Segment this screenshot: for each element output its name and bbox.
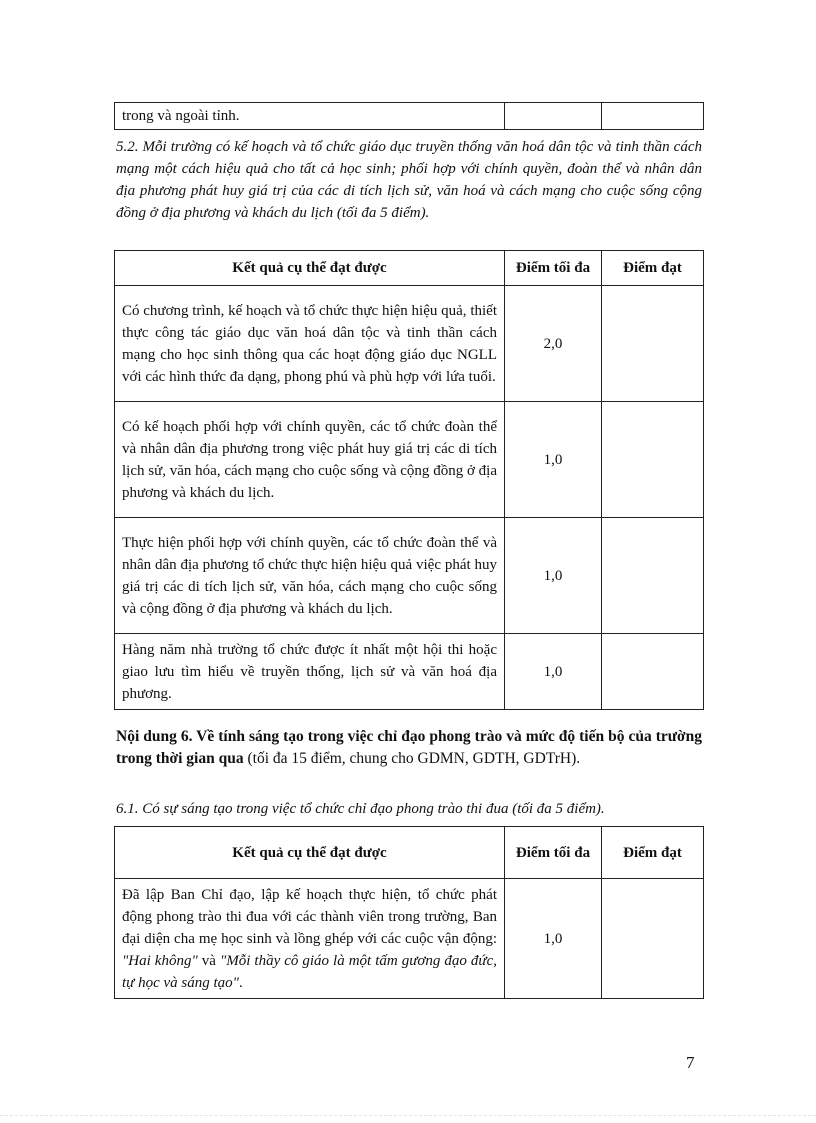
max-score-cell: 2,0 bbox=[505, 286, 602, 402]
table-header-row bbox=[115, 827, 704, 879]
table-row bbox=[115, 879, 704, 999]
result-text-connector: và bbox=[197, 953, 220, 969]
header-result: Kết quả cụ thể đạt được bbox=[115, 827, 505, 879]
result-cell bbox=[115, 286, 505, 402]
achieved-score-cell bbox=[602, 286, 704, 402]
max-score-cell: 1,0 bbox=[505, 402, 602, 518]
header-result: Kết quả cụ thể đạt được bbox=[115, 251, 505, 286]
achieved-score-cell bbox=[602, 879, 704, 999]
result-text: trong và ngoài tỉnh. bbox=[122, 108, 240, 124]
result-text: Có kế hoạch phối hợp với chính quyền, các tổ chức đoàn thể và nhân dân địa phương trong việc phát huy giá trị các di tích lịch sử, văn hóa, cách mạng cho cuộc sống và cộng đồng ở địa phương và khách du lịch. bbox=[122, 419, 497, 501]
table-row bbox=[115, 402, 704, 518]
result-text-plain: Đã lập Ban Chỉ đạo, lập kế hoạch thực hiện, tổ chức phát động phong trào thi đua với các thành viên trong trường, Ban đại diện cha mẹ học sinh và lồng ghép với các cuộc vận động: bbox=[122, 887, 497, 947]
result-cell bbox=[115, 518, 505, 634]
max-score-cell: 1,0 bbox=[505, 634, 602, 710]
result-text: Hàng năm nhà trường tổ chức được ít nhất một hội thi hoặc giao lưu tìm hiểu về truyền thống, lịch sử và văn hoá địa phương. bbox=[122, 642, 497, 702]
result-text: Có chương trình, kế hoạch và tổ chức thực hiện hiệu quả, thiết thực công tác giáo dục văn hoá dân tộc và tinh thần cách mạng cho học sinh thông qua các hoạt động giáo dục NGLL với các hình thức đa dạng, phong phú và phù hợp với lứa tuổi. bbox=[122, 303, 497, 385]
table-row bbox=[115, 103, 704, 130]
table-header-row bbox=[115, 251, 704, 286]
result-cell bbox=[115, 103, 505, 130]
table-row bbox=[115, 634, 704, 710]
continuation-table bbox=[114, 102, 704, 130]
page-bottom-divider bbox=[0, 1115, 816, 1116]
header-achieved-score: Điểm đạt bbox=[602, 251, 704, 286]
table-row bbox=[115, 518, 704, 634]
result-text: Thực hiện phối hợp với chính quyền, các tổ chức đoàn thể và nhân dân địa phương tổ chức thực hiện hiệu quả việc phát huy giá trị các di tích lịch sử, văn hóa, cách mạng cho cuộc sống và cộng đồng ở địa phương và khách du lịch. bbox=[122, 535, 497, 617]
section-5-2-table bbox=[114, 250, 704, 710]
campaign-quote-1: "Hai không" bbox=[122, 953, 198, 969]
section-6-1-table bbox=[114, 826, 704, 999]
result-cell bbox=[115, 402, 505, 518]
section-5-2-heading: 5.2. Mỗi trường có kế hoạch và tổ chức giáo dục truyền thống văn hoá dân tộc và tinh thần cách mạng một cách hiệu quả cho tất cả học sinh; phối hợp với chính quyền, đoàn thể và nhân dân địa phương phát huy giá trị của các di tích lịch sử, văn hoá và cách mạng cho cuộc sống cộng đồng ở địa phương và khách du lịch (tối đa 5 điểm). bbox=[116, 139, 702, 221]
max-score-cell: 1,0 bbox=[505, 518, 602, 634]
result-cell bbox=[115, 634, 505, 710]
content-6-scope: (tối đa 15 điểm, chung cho GDMN, GDTH, GDTrH). bbox=[243, 750, 581, 767]
result-cell bbox=[115, 879, 505, 999]
content-6-paragraph bbox=[116, 726, 702, 770]
achieved-score-cell bbox=[602, 402, 704, 518]
max-score-cell: 1,0 bbox=[505, 879, 602, 999]
header-max-score: Điểm tối đa bbox=[505, 827, 602, 879]
header-max-score: Điểm tối đa bbox=[505, 251, 602, 286]
header-achieved-score: Điểm đạt bbox=[602, 827, 704, 879]
achieved-score-cell bbox=[602, 634, 704, 710]
max-score-cell bbox=[505, 103, 602, 130]
result-text-end: . bbox=[238, 975, 243, 991]
section-6-1-heading: 6.1. Có sự sáng tạo trong việc tổ chức chỉ đạo phong trào thi đua (tối đa 5 điểm). bbox=[116, 801, 605, 817]
content-6-title: Nội dung 6. Về tính sáng tạo trong việc chỉ đạo phong trào và mức độ tiến bộ của trường trong thời gian qua bbox=[116, 728, 702, 767]
achieved-score-cell bbox=[602, 518, 704, 634]
achieved-score-cell bbox=[602, 103, 704, 130]
table-row bbox=[115, 286, 704, 402]
result-text bbox=[115, 880, 504, 997]
campaign-quote-2: "Mỗi thầy cô giáo là một tấm gương đạo đức, tự học và sáng tạo" bbox=[122, 953, 497, 991]
page-number: 7 bbox=[686, 1053, 695, 1072]
